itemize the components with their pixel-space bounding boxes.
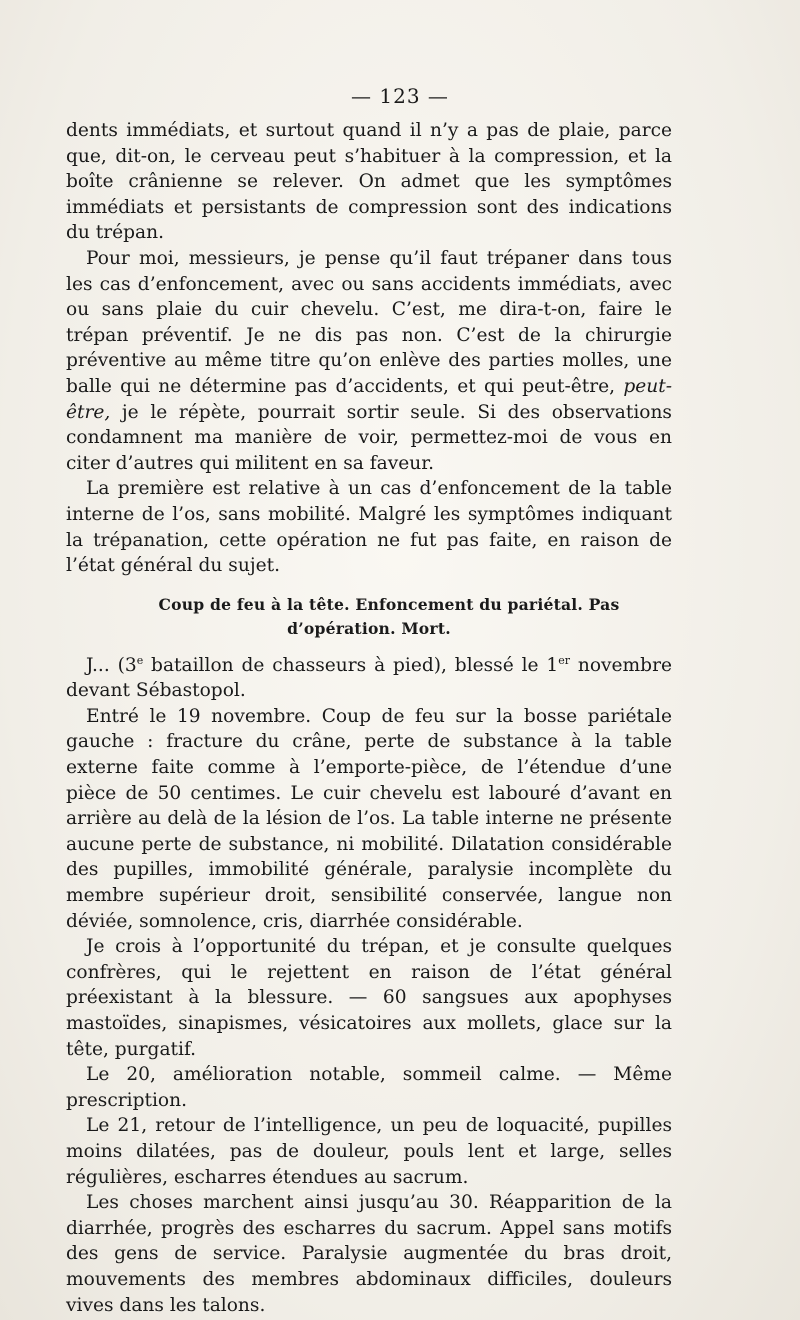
case-intro-part-2: bataillon de chasseurs à pied), blessé le 1 [143, 654, 559, 676]
case-heading-line-1: Coup de feu à la tête. Enfoncement du pariétal. Pas [158, 594, 620, 614]
paragraph-author-opinion [66, 246, 672, 476]
case-intro-part-1: J... (3 [86, 654, 137, 676]
paragraph-day-20: Le 20, amélioration notable, sommeil calme. — Même prescription. [66, 1064, 672, 1111]
case-heading-line-2: d’opération. Mort. [287, 618, 451, 638]
case-heading [66, 593, 672, 641]
paragraph-trepan-consult: Je crois à l’opportunité du trépan, et je consulte quelques confrères, qui le rejettent en raison de l’état général préexistant à la blessure. — 60 sangsues aux apophyses mastoïdes, sinapismes, vésicatoires aux mollets, glace sur la tête, purgatif. [66, 936, 672, 1060]
paragraph-day-30: Les choses marchent ainsi jusqu’au 30. Réapparition de la diarrhée, progrès des escharres du sacrum. Appel sans motifs des gens de service. Paralysie augmentée du bras droit, mouvements des membres abdominaux difficiles, douleurs vives dans les talons. [66, 1192, 672, 1316]
paragraph-case-intro [66, 653, 672, 704]
emphasis-peut-etre: peut-être, [66, 375, 672, 423]
superscript-er: er [558, 653, 571, 667]
paragraph-author-opinion-end: je le répète, pourrait sortir seule. Si des observations condamnent ma manière de voir, permettez-moi de vous en citer d’autres qui militent en sa faveur. [66, 401, 672, 474]
case-intro-part-3: novembre devant Sébastopol. [66, 654, 672, 702]
page-number: — 123 — [351, 84, 449, 108]
paragraph-first-case: La première est relative à un cas d’enfoncement de la table interne de l’os, sans mobilité. Malgré les symptômes indiquant la trépanation, cette opération ne fut pas faite, en raison de l’état général du sujet. [66, 478, 672, 577]
paragraph-admission: Entré le 19 novembre. Coup de feu sur la bosse pariétale gauche : fracture du crâne, perte de substance à la table externe faite comme à l’emporte-pièce, de l’étendue d’une pièce de 50 centimes. Le cuir chevelu est labouré d’avant en arrière au delà de la lésion de l’os. La table interne ne présente aucune perte de substance, ni mobilité. Dilatation considérable des pupilles, immobilité générale, paralysie incomplète du membre supérieur droit, sensibilité conservée, langue non déviée, somnolence, cris, diarrhée considérable. [66, 705, 672, 932]
page-body [66, 118, 672, 1318]
paragraph-author-opinion-start: Pour moi, messieurs, je pense qu’il faut trépaner dans tous les cas d’enfoncement, avec ou sans accidents immédiats, avec ou sans plaie du cuir chevelu. C’est, me dira-t-on, faire le trépan préventif. Je ne dis pas non. C’est de la chirurgie préventive au même titre qu’on enlève des parties molles, une balle qui ne détermine pas d’accidents, et qui peut-être, [66, 247, 672, 397]
superscript-e: e [136, 653, 144, 667]
paragraph-continuation: dents immédiats, et surtout quand il n’y a pas de plaie, parce que, dit-on, le cerveau peut s’habituer à la compression, et la boîte crânienne se relever. On admet que les symptômes immédiats et persistants de compression sont des indications du trépan. [66, 120, 672, 244]
paragraph-day-21: Le 21, retour de l’intelligence, un peu de loquacité, pupilles moins dilatées, pas de douleur, pouls lent et large, selles régulières, escharres étendues au sacrum. [66, 1115, 672, 1188]
